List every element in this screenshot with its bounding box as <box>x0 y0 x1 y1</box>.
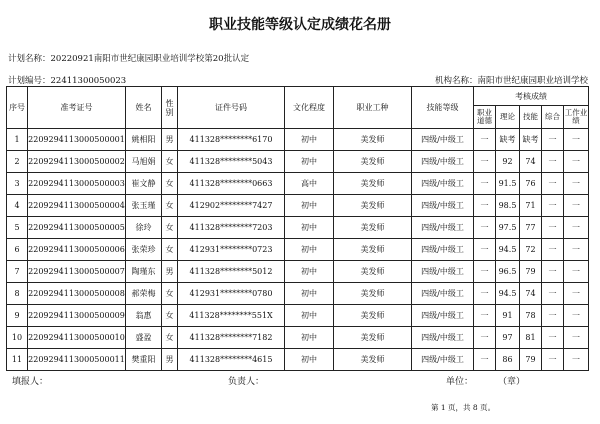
cell-education: 初中 <box>285 261 334 283</box>
cell-theory: 缺考 <box>496 129 520 151</box>
cell-ethics: 一 <box>474 129 496 151</box>
cell-seq: 1 <box>7 129 28 151</box>
cell-skill: 76 <box>520 173 542 195</box>
table-row <box>7 151 589 173</box>
cell-comprehensive: 一 <box>542 195 564 217</box>
cell-achievement: 一 <box>564 217 589 239</box>
plan-number: 计划编号：22411300050023 <box>8 76 127 86</box>
cell-occupation: 美发师 <box>334 283 412 305</box>
cell-theory: 98.5 <box>496 195 520 217</box>
header-level: 技能等级 <box>412 87 474 129</box>
cell-gender: 女 <box>162 327 178 349</box>
cell-id-no: 411328********5043 <box>178 151 285 173</box>
cell-level: 四级/中级工 <box>412 195 474 217</box>
cell-id-no: 411328********551X <box>178 305 285 327</box>
cell-seq: 4 <box>7 195 28 217</box>
cell-seq: 3 <box>7 173 28 195</box>
cell-seq: 6 <box>7 239 28 261</box>
cell-id-no: 412931********0723 <box>178 239 285 261</box>
cell-theory: 92 <box>496 151 520 173</box>
cell-education: 初中 <box>285 349 334 371</box>
cell-achievement: 一 <box>564 195 589 217</box>
cell-skill: 81 <box>520 327 542 349</box>
cell-ethics: 一 <box>474 327 496 349</box>
header-occupation: 职业工种 <box>334 87 412 129</box>
cell-ethics: 一 <box>474 173 496 195</box>
cell-exam-no: 2209294113000500004 <box>28 195 126 217</box>
cell-id-no: 411328********6170 <box>178 129 285 151</box>
cell-theory: 94.5 <box>496 239 520 261</box>
header-skill: 技能 <box>520 106 542 129</box>
cell-comprehensive: 一 <box>542 239 564 261</box>
cell-exam-no: 2209294113000500010 <box>28 327 126 349</box>
cell-ethics: 一 <box>474 349 496 371</box>
page-info: 第 1 页，共 8 页。 <box>431 403 496 412</box>
cell-level: 四级/中级工 <box>412 129 474 151</box>
cell-name: 张荣珍 <box>126 239 162 261</box>
cell-exam-no: 2209294113000500003 <box>28 173 126 195</box>
cell-level: 四级/中级工 <box>412 305 474 327</box>
cell-ethics: 一 <box>474 305 496 327</box>
header-ethics: 职业道德 <box>474 106 496 129</box>
cell-occupation: 美发师 <box>334 305 412 327</box>
cell-occupation: 美发师 <box>334 349 412 371</box>
cell-exam-no: 2209294113000500002 <box>28 151 126 173</box>
cell-occupation: 美发师 <box>334 239 412 261</box>
header-achievement: 工作业绩 <box>564 106 589 129</box>
cell-gender: 男 <box>162 129 178 151</box>
cell-seq: 9 <box>7 305 28 327</box>
cell-achievement: 一 <box>564 261 589 283</box>
table-row <box>7 217 589 239</box>
cell-skill: 74 <box>520 151 542 173</box>
cell-exam-no: 2209294113000500001 <box>28 129 126 151</box>
header-gender: 性别 <box>162 87 178 129</box>
table-body <box>7 129 589 371</box>
cell-theory: 97 <box>496 327 520 349</box>
table-row <box>7 283 589 305</box>
cell-comprehensive: 一 <box>542 283 564 305</box>
organization-name: 机构名称：南阳市世纪康园职业培训学校 <box>434 76 588 86</box>
cell-id-no: 411328********7203 <box>178 217 285 239</box>
cell-ethics: 一 <box>474 261 496 283</box>
cell-comprehensive: 一 <box>542 173 564 195</box>
cell-gender: 女 <box>162 305 178 327</box>
plan-name: 计划名称：20220921南阳市世纪康园职业培训学校第20批认定 <box>8 54 250 64</box>
cell-seq: 2 <box>7 151 28 173</box>
cell-exam-no: 2209294113000500011 <box>28 349 126 371</box>
cell-education: 初中 <box>285 305 334 327</box>
cell-occupation: 美发师 <box>334 327 412 349</box>
cell-skill: 72 <box>520 239 542 261</box>
cell-gender: 女 <box>162 173 178 195</box>
cell-id-no: 411328********4615 <box>178 349 285 371</box>
cell-theory: 94.5 <box>496 283 520 305</box>
header-education: 文化程度 <box>285 87 334 129</box>
cell-occupation: 美发师 <box>334 195 412 217</box>
cell-ethics: 一 <box>474 283 496 305</box>
cell-exam-no: 2209294113000500006 <box>28 239 126 261</box>
cell-seq: 5 <box>7 217 28 239</box>
cell-level: 四级/中级工 <box>412 283 474 305</box>
cell-comprehensive: 一 <box>542 349 564 371</box>
cell-gender: 女 <box>162 217 178 239</box>
cell-name: 姚相阳 <box>126 129 162 151</box>
cell-education: 初中 <box>285 151 334 173</box>
cell-seq: 8 <box>7 283 28 305</box>
cell-skill: 79 <box>520 261 542 283</box>
cell-skill: 71 <box>520 195 542 217</box>
cell-comprehensive: 一 <box>542 261 564 283</box>
table-row <box>7 261 589 283</box>
cell-id-no: 411328********7182 <box>178 327 285 349</box>
cell-name: 陶瑾东 <box>126 261 162 283</box>
footer-seal: （章） <box>498 377 526 387</box>
header-id-no: 证件号码 <box>178 87 285 129</box>
table-row <box>7 173 589 195</box>
cell-theory: 91 <box>496 305 520 327</box>
header-comprehensive: 综合 <box>542 106 564 129</box>
header-scores: 考核成绩 <box>474 87 589 106</box>
cell-name: 盛盈 <box>126 327 162 349</box>
cell-seq: 11 <box>7 349 28 371</box>
header-name: 姓名 <box>126 87 162 129</box>
cell-education: 初中 <box>285 327 334 349</box>
cell-gender: 男 <box>162 261 178 283</box>
cell-name: 崔文静 <box>126 173 162 195</box>
cell-name: 郝荣梅 <box>126 283 162 305</box>
cell-exam-no: 2209294113000500008 <box>28 283 126 305</box>
cell-exam-no: 2209294113000500009 <box>28 305 126 327</box>
cell-education: 初中 <box>285 217 334 239</box>
cell-id-no: 411328********0663 <box>178 173 285 195</box>
cell-id-no: 411328********5012 <box>178 261 285 283</box>
cell-achievement: 一 <box>564 239 589 261</box>
footer-unit: 单位： <box>446 377 474 387</box>
table-row <box>7 349 589 371</box>
cell-skill: 79 <box>520 349 542 371</box>
header-seq: 序号 <box>7 87 28 129</box>
cell-name: 徐玲 <box>126 217 162 239</box>
cell-level: 四级/中级工 <box>412 239 474 261</box>
page-title: 职业技能等级认定成绩花名册 <box>209 17 391 33</box>
cell-theory: 91.5 <box>496 173 520 195</box>
cell-achievement: 一 <box>564 283 589 305</box>
header-theory: 理论 <box>496 106 520 129</box>
cell-achievement: 一 <box>564 349 589 371</box>
cell-ethics: 一 <box>474 217 496 239</box>
cell-exam-no: 2209294113000500005 <box>28 217 126 239</box>
score-roster-table <box>6 86 589 371</box>
cell-ethics: 一 <box>474 151 496 173</box>
cell-seq: 7 <box>7 261 28 283</box>
table-row <box>7 195 589 217</box>
table-row <box>7 327 589 349</box>
cell-level: 四级/中级工 <box>412 217 474 239</box>
cell-level: 四级/中级工 <box>412 349 474 371</box>
cell-name: 张玉瑾 <box>126 195 162 217</box>
cell-theory: 97.5 <box>496 217 520 239</box>
cell-comprehensive: 一 <box>542 129 564 151</box>
cell-occupation: 美发师 <box>334 151 412 173</box>
cell-name: 翁惠 <box>126 305 162 327</box>
table-row <box>7 305 589 327</box>
cell-gender: 男 <box>162 349 178 371</box>
cell-education: 高中 <box>285 173 334 195</box>
cell-skill: 78 <box>520 305 542 327</box>
cell-id-no: 412931********0780 <box>178 283 285 305</box>
footer-responsible: 负责人： <box>228 377 265 387</box>
cell-occupation: 美发师 <box>334 261 412 283</box>
cell-ethics: 一 <box>474 195 496 217</box>
cell-achievement: 一 <box>564 173 589 195</box>
cell-comprehensive: 一 <box>542 327 564 349</box>
cell-theory: 96.5 <box>496 261 520 283</box>
cell-education: 初中 <box>285 239 334 261</box>
table-row <box>7 129 589 151</box>
header-exam-no: 准考证号 <box>28 87 126 129</box>
cell-comprehensive: 一 <box>542 151 564 173</box>
cell-gender: 女 <box>162 283 178 305</box>
cell-education: 初中 <box>285 283 334 305</box>
cell-achievement: 一 <box>564 129 589 151</box>
footer-filler: 填报人： <box>12 377 49 387</box>
cell-occupation: 美发师 <box>334 217 412 239</box>
cell-occupation: 美发师 <box>334 129 412 151</box>
cell-id-no: 412902********7427 <box>178 195 285 217</box>
cell-theory: 86 <box>496 349 520 371</box>
cell-achievement: 一 <box>564 327 589 349</box>
cell-education: 初中 <box>285 195 334 217</box>
cell-level: 四级/中级工 <box>412 151 474 173</box>
cell-seq: 10 <box>7 327 28 349</box>
cell-ethics: 一 <box>474 239 496 261</box>
cell-name: 樊重阳 <box>126 349 162 371</box>
table-row <box>7 239 589 261</box>
cell-skill: 74 <box>520 283 542 305</box>
cell-exam-no: 2209294113000500007 <box>28 261 126 283</box>
cell-skill: 77 <box>520 217 542 239</box>
cell-gender: 女 <box>162 239 178 261</box>
cell-gender: 女 <box>162 151 178 173</box>
cell-skill: 缺考 <box>520 129 542 151</box>
cell-name: 马旭娟 <box>126 151 162 173</box>
cell-education: 初中 <box>285 129 334 151</box>
cell-achievement: 一 <box>564 305 589 327</box>
cell-comprehensive: 一 <box>542 305 564 327</box>
cell-gender: 女 <box>162 195 178 217</box>
cell-level: 四级/中级工 <box>412 173 474 195</box>
cell-occupation: 美发师 <box>334 173 412 195</box>
cell-achievement: 一 <box>564 151 589 173</box>
cell-level: 四级/中级工 <box>412 261 474 283</box>
cell-comprehensive: 一 <box>542 217 564 239</box>
cell-level: 四级/中级工 <box>412 327 474 349</box>
